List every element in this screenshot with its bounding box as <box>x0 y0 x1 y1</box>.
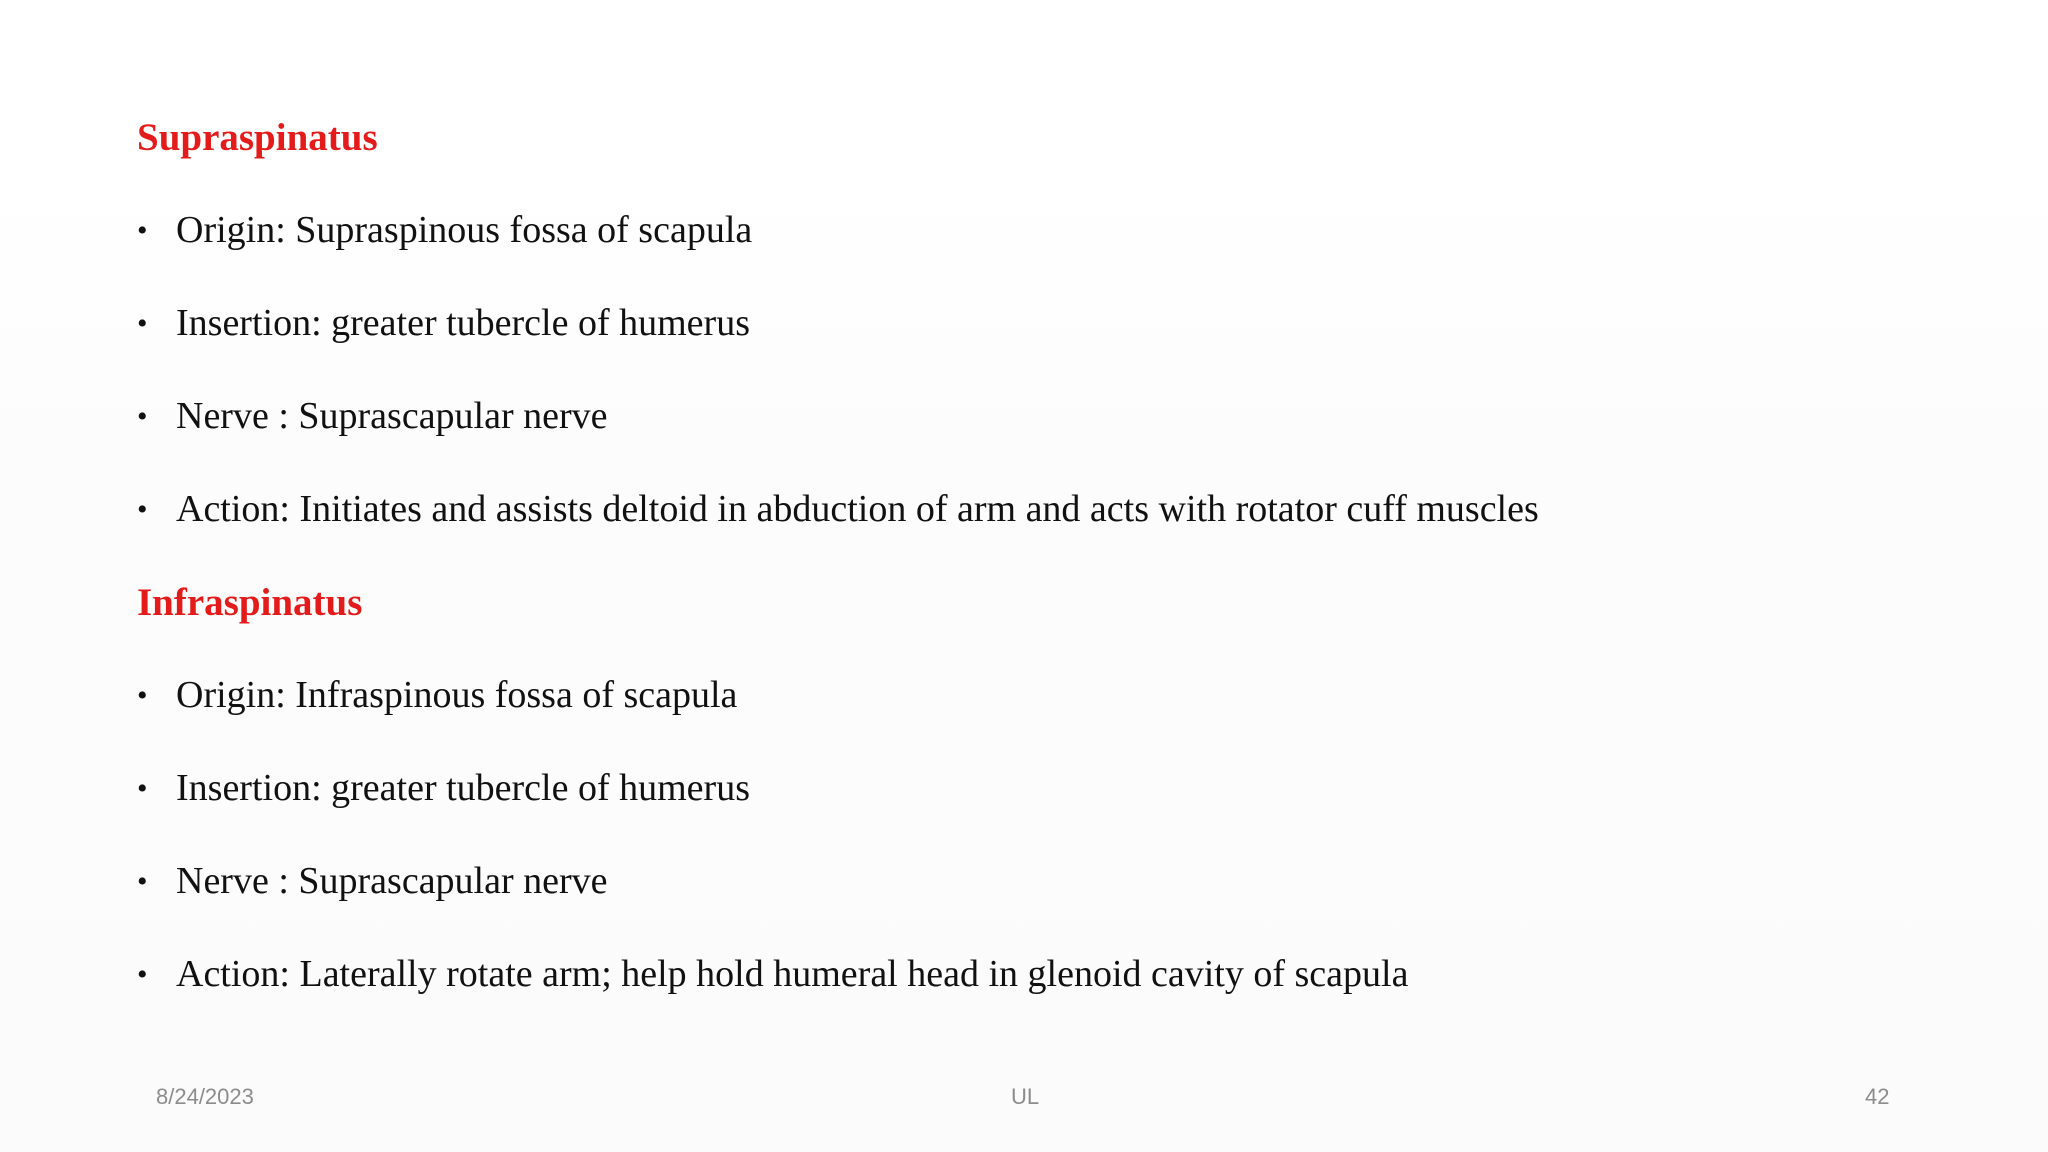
footer-date: 8/24/2023 <box>156 1084 254 1109</box>
bullet-list <box>137 676 1937 995</box>
section-supraspinatus <box>137 118 1937 530</box>
list-item <box>137 397 1937 437</box>
bullet-icon: • <box>137 958 148 991</box>
list-item <box>137 676 1937 716</box>
bullet-icon: • <box>137 679 148 712</box>
slide-footer <box>0 1084 2048 1114</box>
list-item <box>137 955 1937 995</box>
list-item <box>137 490 1937 530</box>
bullet-icon: • <box>137 307 148 340</box>
list-item-text: Nerve : Suprascapular nerve <box>176 860 608 902</box>
list-item <box>137 304 1937 344</box>
section-heading: Supraspinatus <box>137 116 378 159</box>
slide-content <box>137 118 1937 995</box>
list-item-text: Action: Laterally rotate arm; help hold humeral head in glenoid cavity of scapula <box>176 953 1409 995</box>
list-item <box>137 769 1937 809</box>
bullet-list <box>137 211 1937 530</box>
list-item-text: Action: Initiates and assists deltoid in abduction of arm and acts with rotator cuff muscles <box>176 488 1539 530</box>
bullet-icon: • <box>137 493 148 526</box>
bullet-icon: • <box>137 772 148 805</box>
bullet-icon: • <box>137 400 148 433</box>
section-infraspinatus <box>137 583 1937 995</box>
section-heading: Infraspinatus <box>137 581 363 624</box>
footer-center-text: UL <box>1011 1084 1040 1109</box>
list-item-text: Insertion: greater tubercle of humerus <box>176 302 750 344</box>
list-item-text: Origin: Supraspinous fossa of scapula <box>176 209 753 251</box>
bullet-icon: • <box>137 214 148 247</box>
page-number: 42 <box>1865 1084 1890 1109</box>
list-item-text: Origin: Infraspinous fossa of scapula <box>176 674 738 716</box>
list-item <box>137 211 1937 251</box>
bullet-icon: • <box>137 865 148 898</box>
list-item-text: Nerve : Suprascapular nerve <box>176 395 608 437</box>
list-item <box>137 862 1937 902</box>
list-item-text: Insertion: greater tubercle of humerus <box>176 767 750 809</box>
